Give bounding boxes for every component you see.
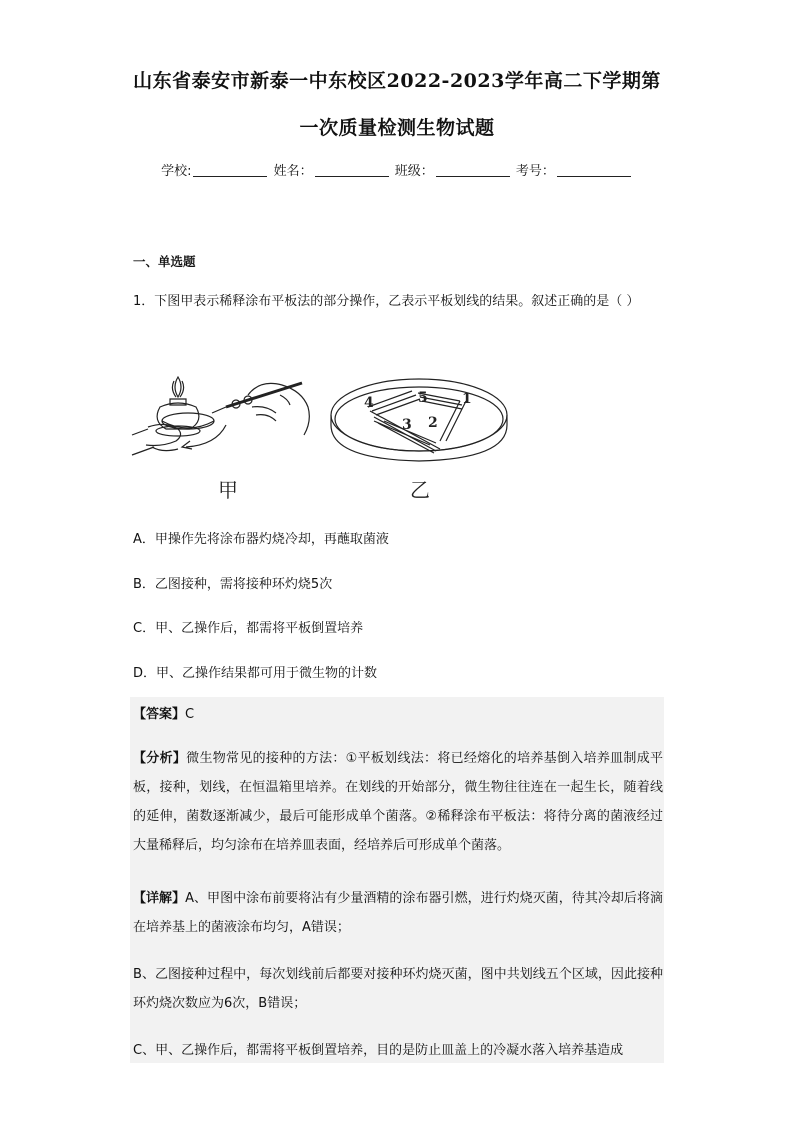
detail-a-block bbox=[133, 884, 663, 942]
detail-b-text: B、乙图接种过程中，每次划线前后都要对接种环灼烧灭菌，图中共划线五个区域，因此接种环灼烧次数应为6次，B错误； bbox=[133, 967, 663, 1011]
answer-label: 【答案】 bbox=[133, 707, 186, 722]
detail-a-text: A、甲图中涂布前要将沾有少量酒精的涂布器引燃，进行灼烧灭菌，待其冷却后将滴在培养基上的菌液涂布均匀，A错误； bbox=[133, 891, 663, 935]
question-text: 下图甲表示稀释涂布平板法的部分操作，乙表示平板划线的结果。叙述正确的是（ ） bbox=[154, 294, 640, 309]
title-line-2: 一次质量检测生物试题 bbox=[299, 117, 495, 139]
detail-label: 【详解】 bbox=[133, 891, 186, 906]
section-heading: 一、单选题 bbox=[133, 254, 196, 269]
name-blank[interactable] bbox=[315, 163, 389, 177]
option-c[interactable]: C．甲、乙操作后，都需将平板倒置培养 bbox=[133, 621, 364, 636]
name-label: 姓名： bbox=[273, 164, 313, 179]
exam-no-blank[interactable] bbox=[557, 163, 631, 177]
question-number: 1． bbox=[133, 294, 155, 309]
analysis-label: 【分析】 bbox=[133, 751, 187, 766]
question-1 bbox=[133, 287, 663, 316]
region-number-2: 2 bbox=[428, 415, 438, 431]
option-b[interactable]: B．乙图接种，需将接种环灼烧5次 bbox=[133, 577, 333, 592]
figure-jia-drawing bbox=[132, 377, 309, 455]
school-blank[interactable] bbox=[193, 163, 267, 177]
analysis-block bbox=[133, 744, 663, 860]
title-line-1: 山东省泰安市新泰一中东校区2022-2023学年高二下学期第 bbox=[133, 70, 661, 92]
detail-c-text: C、甲、乙操作后，都需将平板倒置培养，目的是防止皿盖上的冷凝水落入培养基造成 bbox=[133, 1043, 624, 1058]
class-blank[interactable] bbox=[436, 163, 510, 177]
figure-label-yi: 乙 bbox=[410, 478, 430, 502]
region-number-3: 3 bbox=[402, 417, 412, 433]
region-number-4: 4 bbox=[364, 395, 374, 411]
exam-no-label: 考号： bbox=[515, 164, 555, 179]
figure-region-numbers bbox=[364, 390, 472, 433]
analysis-text: 微生物常见的接种的方法：①平板划线法：将已经熔化的培养基倒入培养皿制成平板，接种，划线，在恒温箱里培养。在划线的开始部分，微生物往往连在一起生长，随着线的延伸，菌数逐渐减少，最后可能形成单个菌落。②稀释涂布平板法：将待分离的菌液经过大量稀释后，均匀涂布在培养皿表面，经培养后可形成单个菌落。 bbox=[133, 751, 663, 853]
question-figure bbox=[130, 355, 530, 505]
class-label: 班级： bbox=[394, 164, 434, 179]
region-number-5: 5 bbox=[418, 390, 428, 406]
figure-label-jia: 甲 bbox=[218, 478, 238, 502]
student-info-row bbox=[0, 160, 794, 179]
figure-svg bbox=[130, 355, 530, 505]
option-a[interactable]: A．甲操作先将涂布器灼烧冷却，再蘸取菌液 bbox=[133, 532, 389, 547]
answer-value: C bbox=[185, 707, 195, 722]
answer-line bbox=[133, 700, 663, 729]
option-d[interactable]: D．甲、乙操作结果都可用于微生物的计数 bbox=[133, 666, 378, 681]
region-number-1: 1 bbox=[462, 391, 472, 407]
school-label: 学校: bbox=[161, 164, 192, 179]
